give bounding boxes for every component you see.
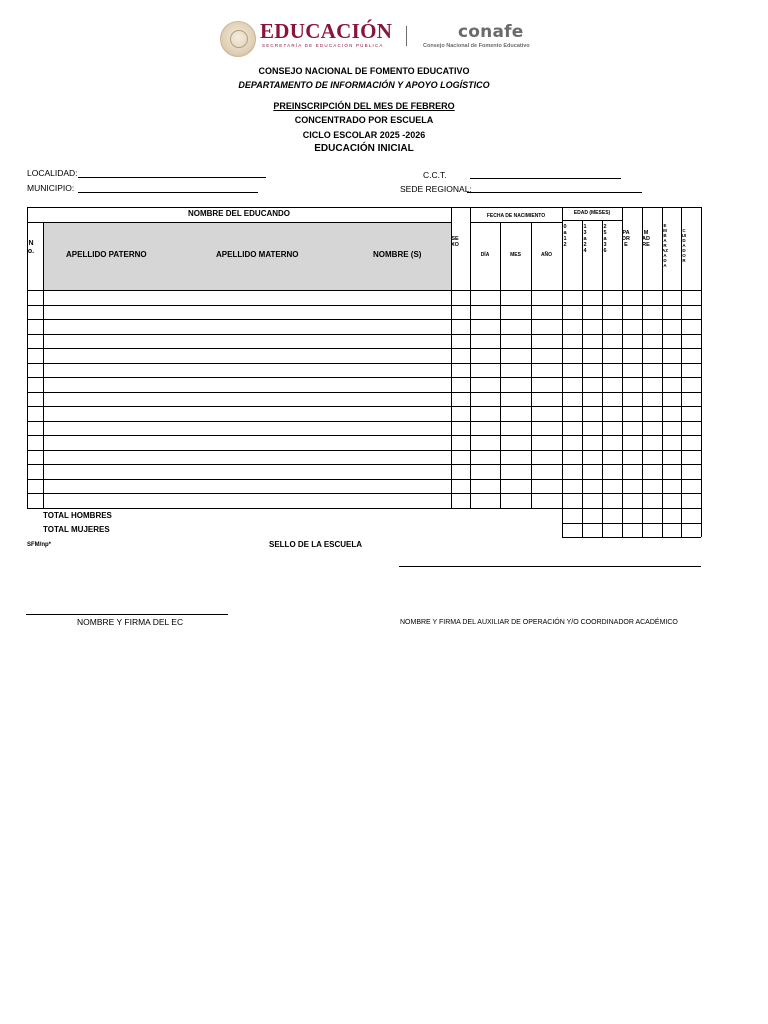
totals-column-line	[602, 508, 603, 537]
localidad-field[interactable]	[78, 177, 266, 178]
table-column-line	[500, 222, 501, 508]
table-row-line	[27, 421, 701, 422]
nombres-header: NOMBRE (S)	[373, 250, 422, 259]
edad-subheader-line	[562, 220, 622, 221]
fecha-nacimiento-header: FECHA DE NACIMIENTO	[486, 213, 546, 219]
table-row-line	[27, 377, 701, 378]
table-row-line	[27, 508, 701, 509]
mes-header: MES	[510, 252, 521, 258]
totals-column-line	[622, 508, 623, 537]
table-column-line	[531, 222, 532, 508]
mexico-seal-icon	[220, 21, 256, 57]
edad-25-36-header: 25a36	[603, 224, 607, 254]
table-column-line	[602, 220, 603, 508]
table-row-line	[27, 479, 701, 480]
firma-auxiliar-label: NOMBRE Y FIRMA DEL AUXILIAR DE OPERACIÓN Y/O COORDINADOR ACADÉMICO	[400, 619, 678, 626]
cct-label: C.C.T.	[423, 170, 447, 180]
auxiliar-signature-line[interactable]	[399, 566, 701, 567]
fecha-subheader-line	[470, 222, 562, 223]
padre-header: PADRE	[622, 230, 630, 248]
totals-column-line	[662, 508, 663, 537]
firma-ec-label: NOMBRE Y FIRMA DEL EC	[77, 617, 184, 627]
table-row-line	[27, 348, 701, 349]
edad-meses-header: EDAD (MESES)	[573, 210, 611, 216]
table-row-line	[27, 493, 701, 494]
totals-column-line	[562, 508, 563, 537]
table-row-line	[27, 305, 701, 306]
sep-logo-title: EDUCACIÓN	[260, 19, 393, 43]
table-column-line	[622, 207, 623, 508]
municipio-field[interactable]	[78, 192, 258, 193]
ciclo-heading: CICLO ESCOLAR 2025 -2026	[302, 130, 426, 140]
totals-column-line	[582, 508, 583, 537]
table-column-line	[701, 207, 702, 508]
table-row-line	[27, 406, 701, 407]
sede-field[interactable]	[467, 192, 642, 193]
sello-label: SELLO DE LA ESCUELA	[269, 540, 363, 549]
sep-logo-subtitle: SECRETARÍA DE EDUCACIÓN PÚBLICA	[262, 43, 384, 48]
name-subheader-line	[27, 222, 451, 223]
apellido-materno-header: APELLIDO MATERNO	[216, 250, 299, 259]
municipio-label: MUNICIPIO:	[27, 183, 75, 193]
doc-code: SFM/np*	[27, 542, 51, 548]
table-row-line	[27, 435, 701, 436]
concentrado-heading: CONCENTRADO POR ESCUELA	[294, 115, 434, 125]
org-heading: CONSEJO NACIONAL DE FOMENTO EDUCATIVO	[258, 66, 470, 76]
table-column-line	[562, 207, 563, 508]
sexo-header: SEXO	[451, 236, 459, 248]
conafe-logo: conafe	[458, 22, 524, 42]
table-column-line	[43, 222, 44, 508]
ec-signature-line[interactable]	[26, 614, 228, 615]
total-mujeres-line	[562, 537, 701, 538]
totals-column-line	[681, 508, 682, 537]
nombre-educando-header: NOMBRE DEL EDUCANDO	[187, 209, 291, 218]
table-row-line	[27, 392, 701, 393]
table-column-line	[451, 207, 452, 508]
sede-label: SEDE REGIONAL:	[400, 184, 472, 194]
madre-header: MADRE	[642, 230, 650, 248]
dia-header: DÍA	[480, 252, 490, 258]
dept-heading: DEPARTAMENTO DE INFORMACIÓN Y APOYO LOGÍSTICO	[238, 80, 490, 90]
apellido-paterno-header: APELLIDO PATERNO	[66, 250, 147, 259]
table-row-line	[27, 464, 701, 465]
nivel-heading: EDUCACIÓN INICIAL	[314, 143, 414, 154]
embarazada-header: EMBARAZADA	[662, 223, 668, 268]
table-row-line	[27, 334, 701, 335]
no-header: No.	[27, 240, 35, 255]
edad-0-12-header: 0a12	[563, 224, 567, 248]
totals-column-line	[701, 508, 702, 537]
logo-divider	[406, 26, 407, 46]
localidad-label: LOCALIDAD:	[27, 168, 78, 178]
conafe-logo-subtitle: Consejo Nacional de Fomento Educativo	[423, 43, 530, 49]
cct-field[interactable]	[470, 178, 621, 179]
table-row-line	[27, 450, 701, 451]
anio-header: AÑO	[540, 252, 553, 258]
totals-column-line	[642, 508, 643, 537]
table-row-line	[27, 363, 701, 364]
preinscripcion-heading: PREINSCRIPCIÓN DEL MES DE FEBRERO	[273, 101, 455, 111]
edad-13-24-header: 13a24	[583, 224, 587, 254]
table-border-top	[27, 207, 701, 208]
table-row-line	[27, 319, 701, 320]
total-hombres-label: TOTAL HOMBRES	[43, 511, 112, 520]
total-mujeres-label: TOTAL MUJERES	[43, 525, 110, 534]
header-bottom-line	[27, 290, 701, 291]
table-column-line	[582, 220, 583, 508]
table-column-line	[642, 207, 643, 508]
cuidador-header: CUIDADOR	[681, 228, 687, 263]
